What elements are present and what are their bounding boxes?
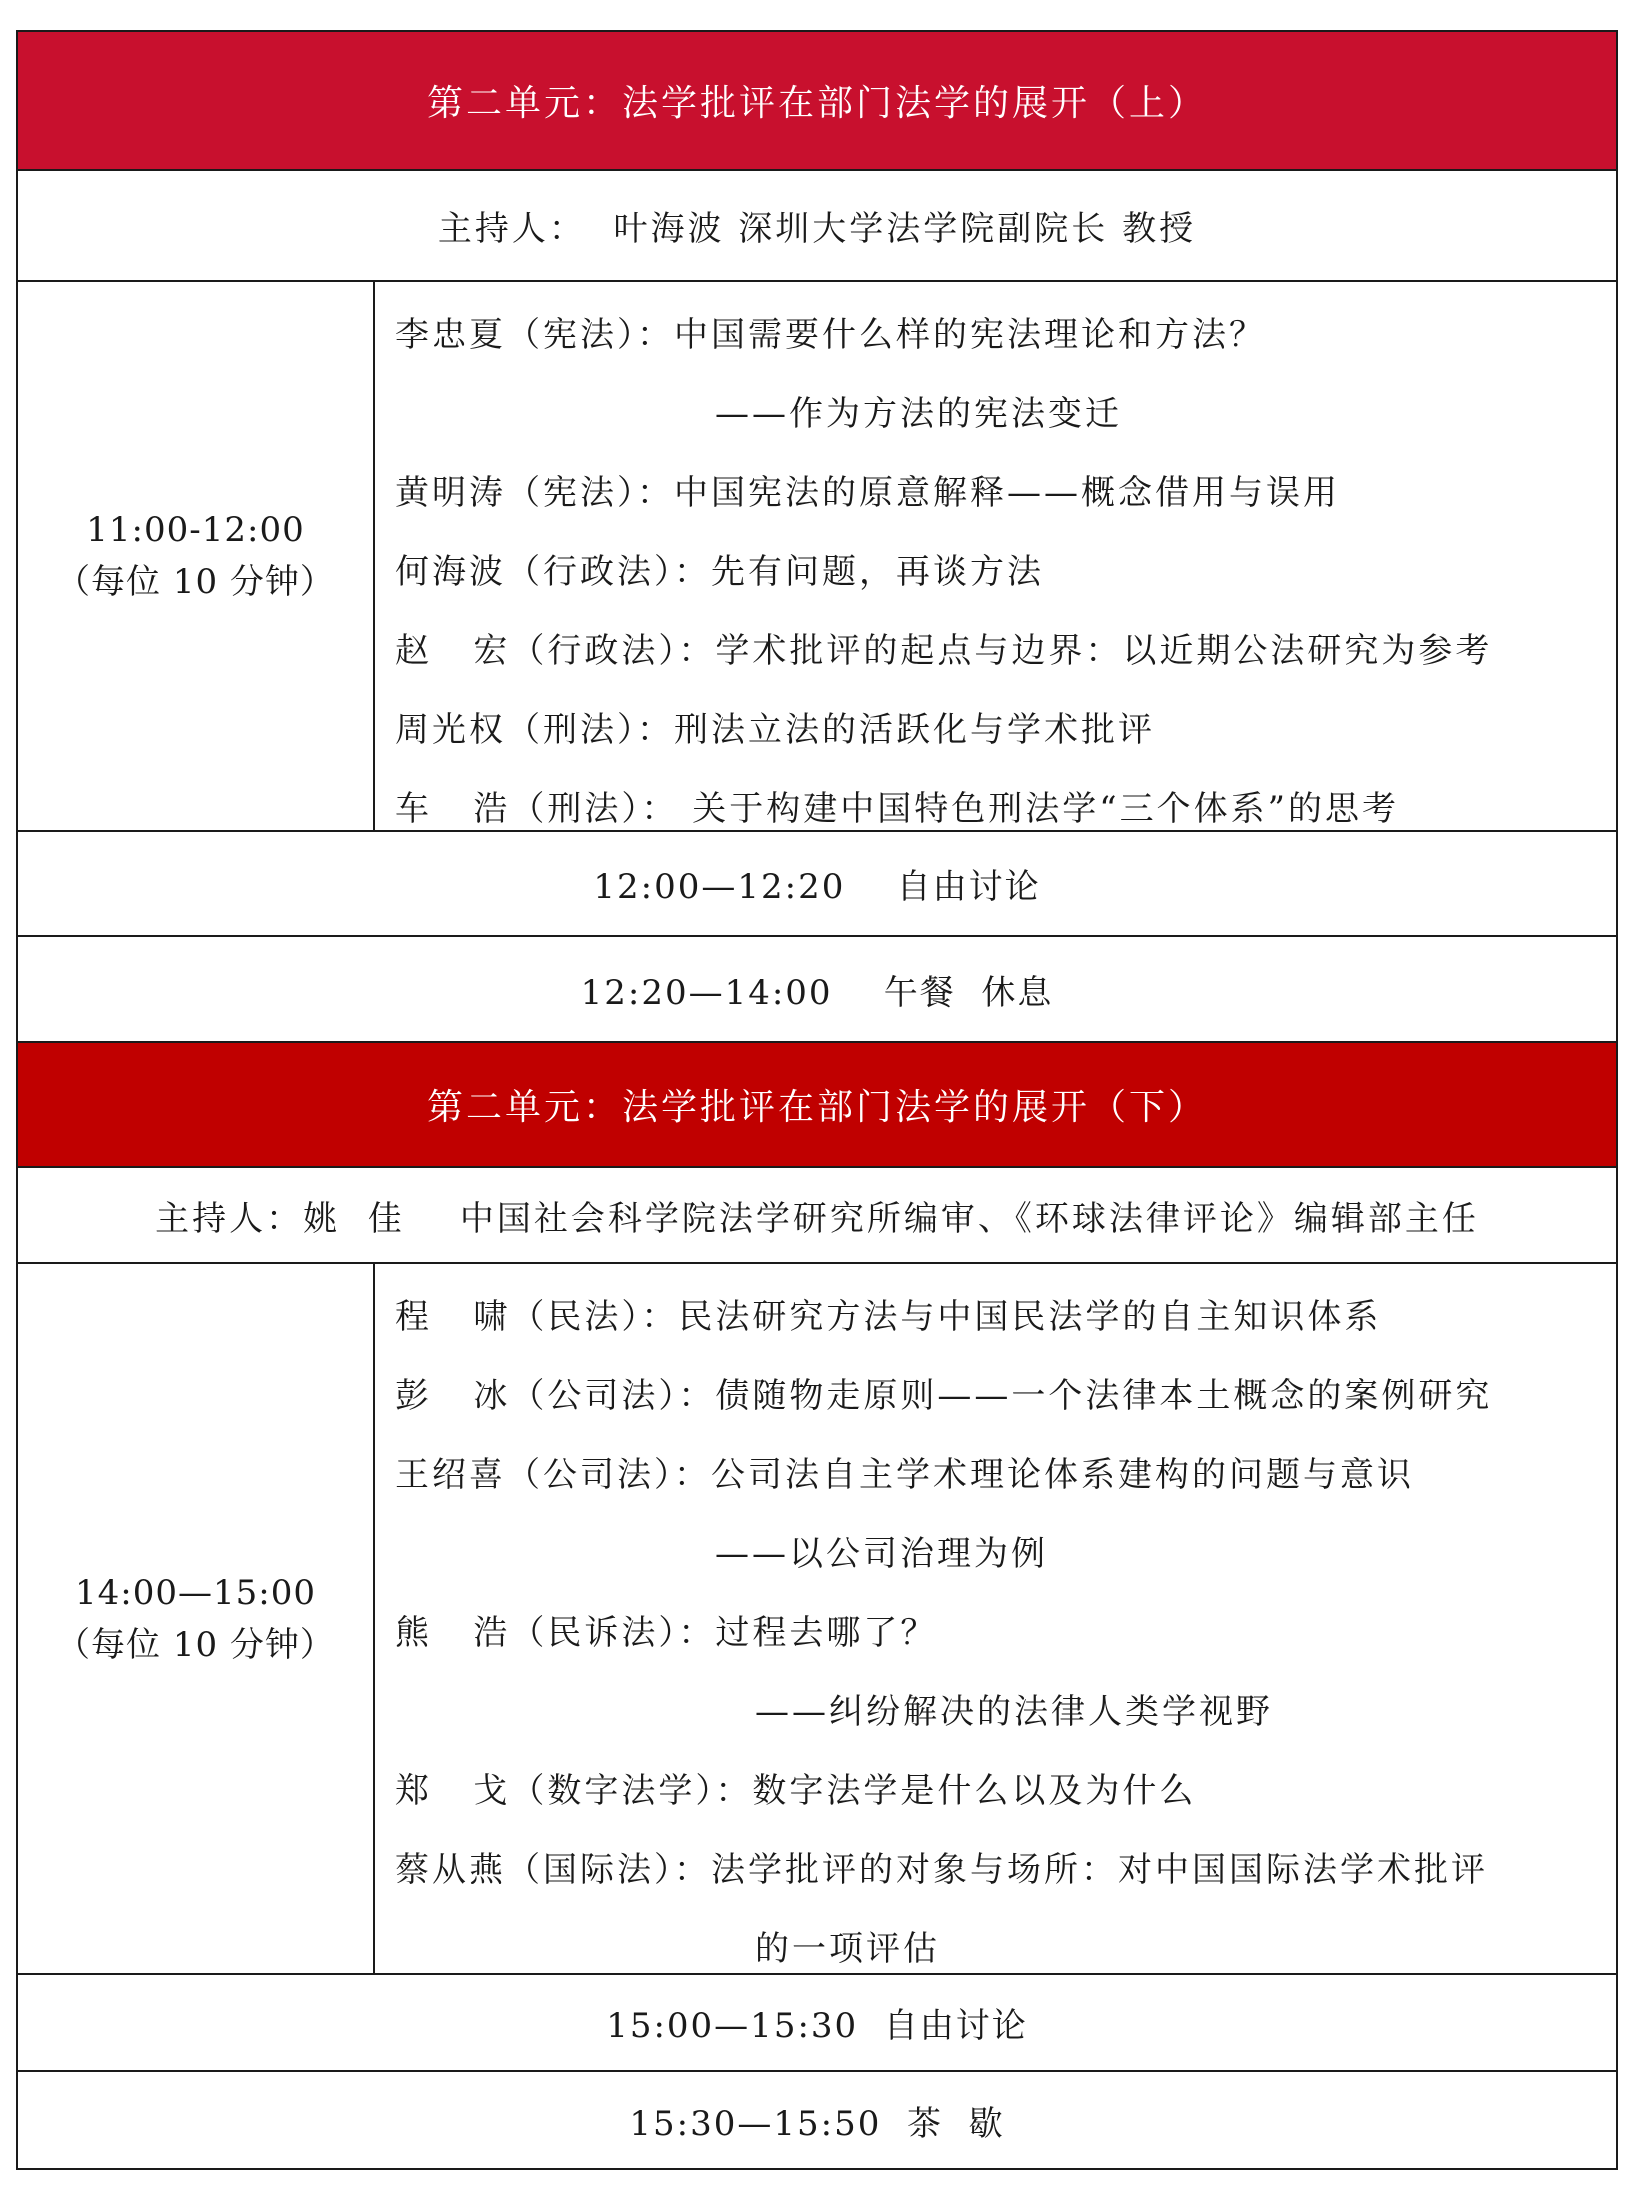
session-a-host: 主持人： 叶海波 深圳大学法学院副院长 教授 <box>437 209 1197 249</box>
session-a-talk-list <box>375 282 1616 830</box>
lunch-row <box>18 937 1616 1043</box>
session-a-time-cell <box>18 282 375 830</box>
session-b-discussion: 15:00—15:30 自由讨论 <box>606 2006 1028 2046</box>
session-b-time-note: （每位 10 分钟） <box>56 1624 335 1665</box>
talk-subtitle: ——以公司治理为例 <box>715 1534 1048 1574</box>
talk-item: 程 啸（民法）：民法研究方法与中国民法学的自主知识体系 <box>395 1297 1382 1337</box>
talk-item: 赵 宏（行政法）：学术批评的起点与边界：以近期公法研究为参考 <box>395 631 1493 671</box>
tea-break: 15:30—15:50 茶 歇 <box>629 2103 1005 2144</box>
talk-item: 何海波（行政法）：先有问题，再谈方法 <box>395 552 1044 592</box>
session-a-discussion: 12:00—12:20 自由讨论 <box>593 867 1041 907</box>
schedule-table <box>16 30 1618 2170</box>
talk-item: 车 浩（刑法）： 关于构建中国特色刑法学“三个体系”的思考 <box>395 789 1399 829</box>
session-b-host: 主持人：姚 佳 中国社会科学院法学研究所编审、《环球法律评论》编辑部主任 <box>155 1198 1479 1239</box>
session-b-host-row <box>18 1168 1616 1264</box>
tea-break-row <box>18 2072 1616 2168</box>
lunch-break: 12:20—14:00 午餐 休息 <box>580 972 1054 1013</box>
talk-subtitle: ——纠纷解决的法律人类学视野 <box>755 1692 1273 1732</box>
session-b-talk-list <box>375 1264 1616 1973</box>
talk-item: 黄明涛（宪法）：中国宪法的原意解释——概念借用与误用 <box>395 473 1340 513</box>
talk-item: 周光权（刑法）：刑法立法的活跃化与学术批评 <box>395 710 1155 750</box>
session-a-talks-row <box>18 282 1616 832</box>
talk-item: 彭 冰（公司法）：债随物走原则——一个法律本土概念的案例研究 <box>395 1376 1493 1416</box>
talk-item: 熊 浩（民诉法）：过程去哪了？ <box>395 1613 938 1653</box>
session-a-host-row <box>18 171 1616 282</box>
session-b-header <box>18 1043 1616 1168</box>
session-b-talks-row <box>18 1264 1616 1975</box>
session-b-discussion-row <box>18 1975 1616 2072</box>
talk-subtitle: ——作为方法的宪法变迁 <box>715 394 1122 434</box>
talk-item: 蔡从燕（国际法）：法学批评的对象与场所：对中国国际法学术批评 <box>395 1850 1488 1890</box>
session-a-time-note: （每位 10 分钟） <box>56 562 335 602</box>
talk-item: 王绍喜（公司法）：公司法自主学术理论体系建构的问题与意识 <box>395 1455 1414 1495</box>
session-b-time: 14:00—15:00 <box>75 1572 316 1613</box>
session-b-title: 第二单元：法学批评在部门法学的展开（下） <box>426 1087 1207 1128</box>
talk-item: 郑 戈（数字法学）：数字法学是什么以及为什么 <box>395 1771 1197 1811</box>
session-a-header <box>18 32 1616 171</box>
talk-item: 李忠夏（宪法）：中国需要什么样的宪法理论和方法？ <box>395 315 1266 355</box>
session-b-time-cell <box>18 1264 375 1973</box>
session-a-title: 第二单元：法学批评在部门法学的展开（上） <box>426 83 1207 124</box>
talk-continuation: 的一项评估 <box>755 1929 940 1969</box>
session-a-time: 11:00-12:00 <box>86 510 305 550</box>
